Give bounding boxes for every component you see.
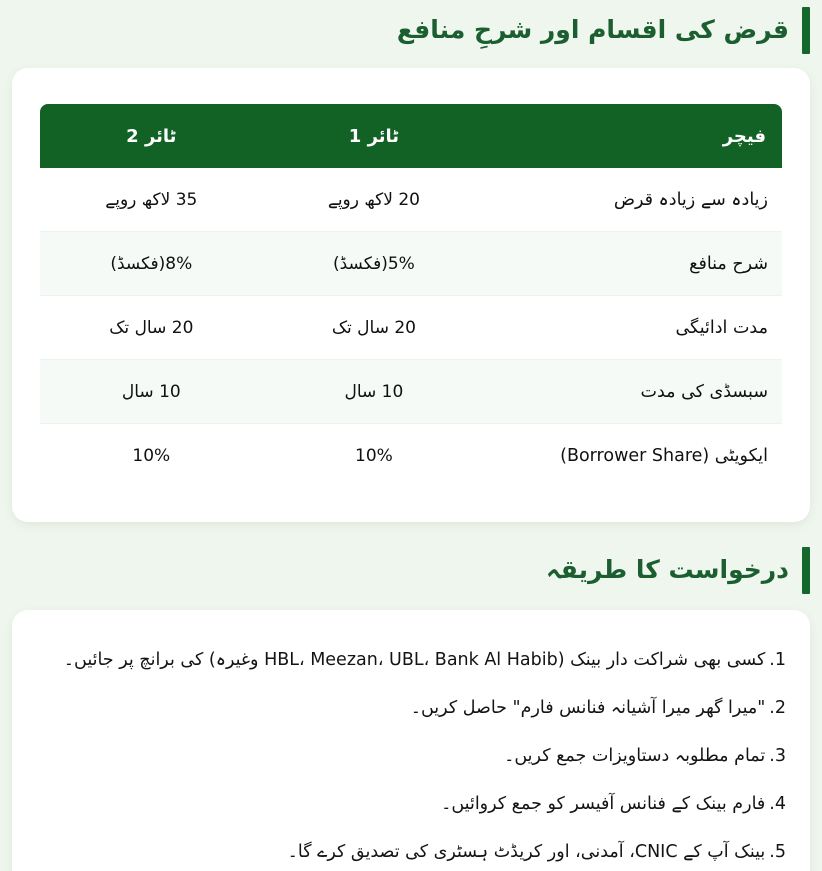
column-header-feature: فیچر: [485, 104, 782, 168]
step-number: 5.: [769, 842, 786, 862]
tier2-value: 35 لاکھ روپے: [40, 168, 263, 232]
tier2-value: 8%(فکسڈ): [40, 232, 263, 296]
row-feature-equity: ایکویٹی (Borrower Share): [485, 424, 782, 488]
row-feature-max-loan: زیادہ سے زیادہ قرض: [485, 168, 782, 232]
table-row: [40, 424, 782, 488]
table-header: [40, 104, 782, 168]
accent-bar: [802, 7, 810, 54]
accent-bar: [802, 547, 810, 594]
column-header-tier2: ٹائر 2: [40, 104, 263, 168]
application-step-5: [36, 840, 786, 864]
table-row: [40, 168, 782, 232]
step-text: کسی بھی شراکت دار بینک (HBL، Meezan، UBL، Bank Al Habib وغیرہ) کی برانچ پر جائیں۔: [63, 650, 766, 670]
step-text: فارم بینک کے فنانس آفیسر کو جمع کروائیں۔: [441, 794, 766, 814]
step-number: 2.: [769, 698, 786, 718]
application-method-section-header: [12, 546, 810, 594]
table-row: [40, 296, 782, 360]
tier1-value: 5%(فکسڈ): [263, 232, 486, 296]
row-feature-profit-rate: شرح منافع: [485, 232, 782, 296]
application-method-title: درخواست کا طریقہ: [546, 555, 789, 585]
step-number: 3.: [769, 746, 786, 766]
tier2-value: 10 سال: [40, 360, 263, 424]
tier2-value: 20 سال تک: [40, 296, 263, 360]
application-step-3: [36, 744, 786, 768]
step-number: 1.: [769, 650, 786, 670]
application-step-4: [36, 792, 786, 816]
loan-types-title: قرض کی اقسام اور شرحِ منافع: [396, 15, 789, 45]
application-step-2: [36, 696, 786, 720]
loan-types-section-header: [12, 6, 810, 54]
loan-rates-table: [40, 104, 782, 488]
row-feature-repayment-period: مدت ادائیگی: [485, 296, 782, 360]
step-text: "میرا گھر میرا آشیانہ فنانس فارم" حاصل کریں۔: [410, 698, 766, 718]
application-step-1: [36, 648, 786, 672]
step-number: 4.: [769, 794, 786, 814]
tier1-value: 20 لاکھ روپے: [263, 168, 486, 232]
header-row: [40, 104, 782, 168]
tier1-value: 20 سال تک: [263, 296, 486, 360]
step-text: تمام مطلوبہ دستاویزات جمع کریں۔: [504, 746, 766, 766]
table-row: [40, 360, 782, 424]
step-text: بینک آپ کے CNIC، آمدنی، اور کریڈٹ ہسٹری کی تصدیق کرے گا۔: [287, 842, 766, 862]
tier1-value: 10%: [263, 424, 486, 488]
tier2-value: 10%: [40, 424, 263, 488]
application-steps-card: [12, 610, 810, 871]
tier1-value: 10 سال: [263, 360, 486, 424]
table-row: [40, 232, 782, 296]
column-header-tier1: ٹائر 1: [263, 104, 486, 168]
loan-rates-card: [12, 68, 810, 522]
row-feature-subsidy-duration: سبسڈی کی مدت: [485, 360, 782, 424]
